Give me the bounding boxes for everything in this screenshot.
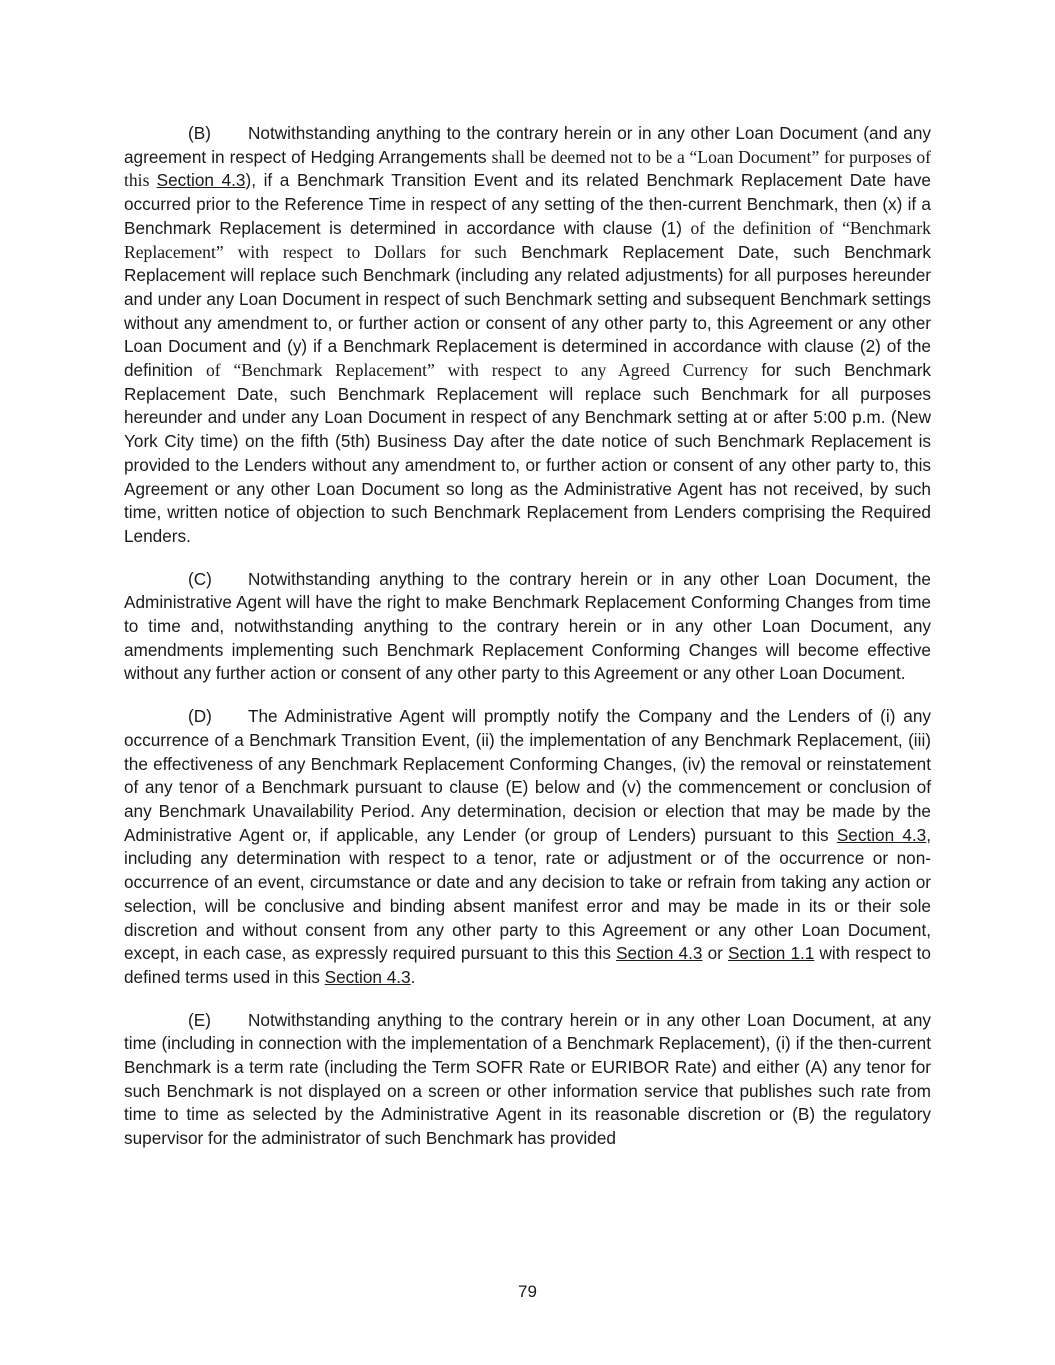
paragraph-text: Notwithstanding anything to the contrary herein or in any other Loan Document (and any agreement in respect of Hedging Arrangements (124, 123, 931, 167)
section-reference: Section 4.3 (836, 824, 927, 845)
paragraph-label: (B) (188, 123, 211, 143)
paragraph-text: of “Benchmark Replacement” with respect to any Agreed Currency (206, 360, 749, 381)
section-reference: Section 1.1 (727, 943, 815, 964)
page-number: 79 (518, 1282, 537, 1301)
paragraph-text: The Administrative Agent will promptly notify the Company and the Lenders of (i) any occurrence of a Benchmark Transition Event, (ii) the implementation of any Benchmark Replacement, (iii) the effectiveness of any Benchmark Replacement Conforming Changes, (iv) the removal or reinstatement of any tenor of a Benchmark pursuant to clause (E) below and (v) the commencement or conclusion of any Benchmark Unavailability Period. Any determination, decision or election that may be made by the Administrative Agent or, if applicable, any Lender (or group of Lenders) pursuant to this (124, 706, 931, 845)
paragraph-label: (E) (188, 1009, 211, 1030)
paragraph-text: , including any determination with respect to a tenor, rate or adjustment or of the occurrence or non-occurrence of an event, circumstance or date and any decision to take or refrain from taking any action or selection, will be conclusive and binding absent manifest error and may be made in its or their sole discretion and without consent from any other party to this Agreement or any other Loan Document, except, in each case, as expressly required pursuant to this this (124, 824, 932, 964)
section-reference: Section 4.3 (616, 943, 703, 964)
paragraph-text: . (410, 966, 416, 987)
paragraph-text: Benchmark Replacement Date, such Benchmark Replacement will replace such Benchmark (including any related adjustments) for all purposes hereunder and under any Loan Document in respect of such Benchmark setting and subsequent Benchmark settings without any amendment to, or further action or consent of any other party to, this Agreement or any other Loan Document and (y) if a Benchmark Replacement is determined in accordance with clause (2) of the definition (124, 241, 932, 381)
paragraph-text: with respect to defined terms used in this (124, 943, 931, 987)
paragraph-text: or (702, 943, 728, 964)
section-reference: Section 4.3 (156, 170, 246, 191)
paragraph-c (124, 568, 931, 687)
paragraph-e (124, 1009, 931, 1151)
paragraph-text: for such Benchmark Replacement Date, such Benchmark Replacement will replace such Benchmark for all purposes hereunder and under any Loan Document in respect of any Benchmark setting at or after 5:00 p.m. (New York City time) on the fifth (5th) Business Day after the date notice of such Benchmark Replacement is provided to the Lenders without any amendment to, or further action or consent of any other party to, this Agreement or any other Loan Document so long as the Administrative Agent has not received, by such time, written notice of objection to such Benchmark Replacement from Lenders comprising the Required Lenders. (124, 360, 932, 546)
document-page (124, 122, 931, 1170)
paragraph-text: shall be deemed not to be a “Loan Document” for purposes of this (124, 146, 932, 191)
paragraph-text: ), if a Benchmark Transition Event and its related Benchmark Replacement Date have occurred prior to the Reference Time in respect of any setting of the then-current Benchmark, then (x) if a Benchmark Replacement is determined in accordance with clause (1) (124, 170, 931, 238)
paragraph-label: (D) (188, 706, 212, 727)
paragraph-b (124, 122, 931, 549)
paragraph-label: (C) (188, 568, 212, 589)
paragraph-text: Notwithstanding anything to the contrary herein or in any other Loan Document, at any time (including in connection with the implementation of a Benchmark Replacement), (i) if the then-current Benchmark is a term rate (including the Term SOFR Rate or EURIBOR Rate) and either (A) any tenor for such Benchmark is not displayed on a screen or other information service that publishes such rate from time to time as selected by the Administrative Agent in its reasonable discretion or (B) the regulatory supervisor for the administrator of such Benchmark has provided (124, 1009, 931, 1149)
section-reference: Section 4.3 (324, 966, 411, 987)
paragraph-d (124, 705, 931, 989)
paragraph-text: of the definition of “Benchmark Replacement” with respect to Dollars for such (124, 217, 931, 262)
paragraph-text: Notwithstanding anything to the contrary herein or in any other Loan Document, the Administrative Agent will have the right to make Benchmark Replacement Conforming Changes from time to time and, notwithstanding anything to the contrary herein or in any other Loan Document, any amendments implementing such Benchmark Replacement Conforming Changes will become effective without any further action or consent of any other party to this Agreement or any other Loan Document. (124, 568, 931, 684)
